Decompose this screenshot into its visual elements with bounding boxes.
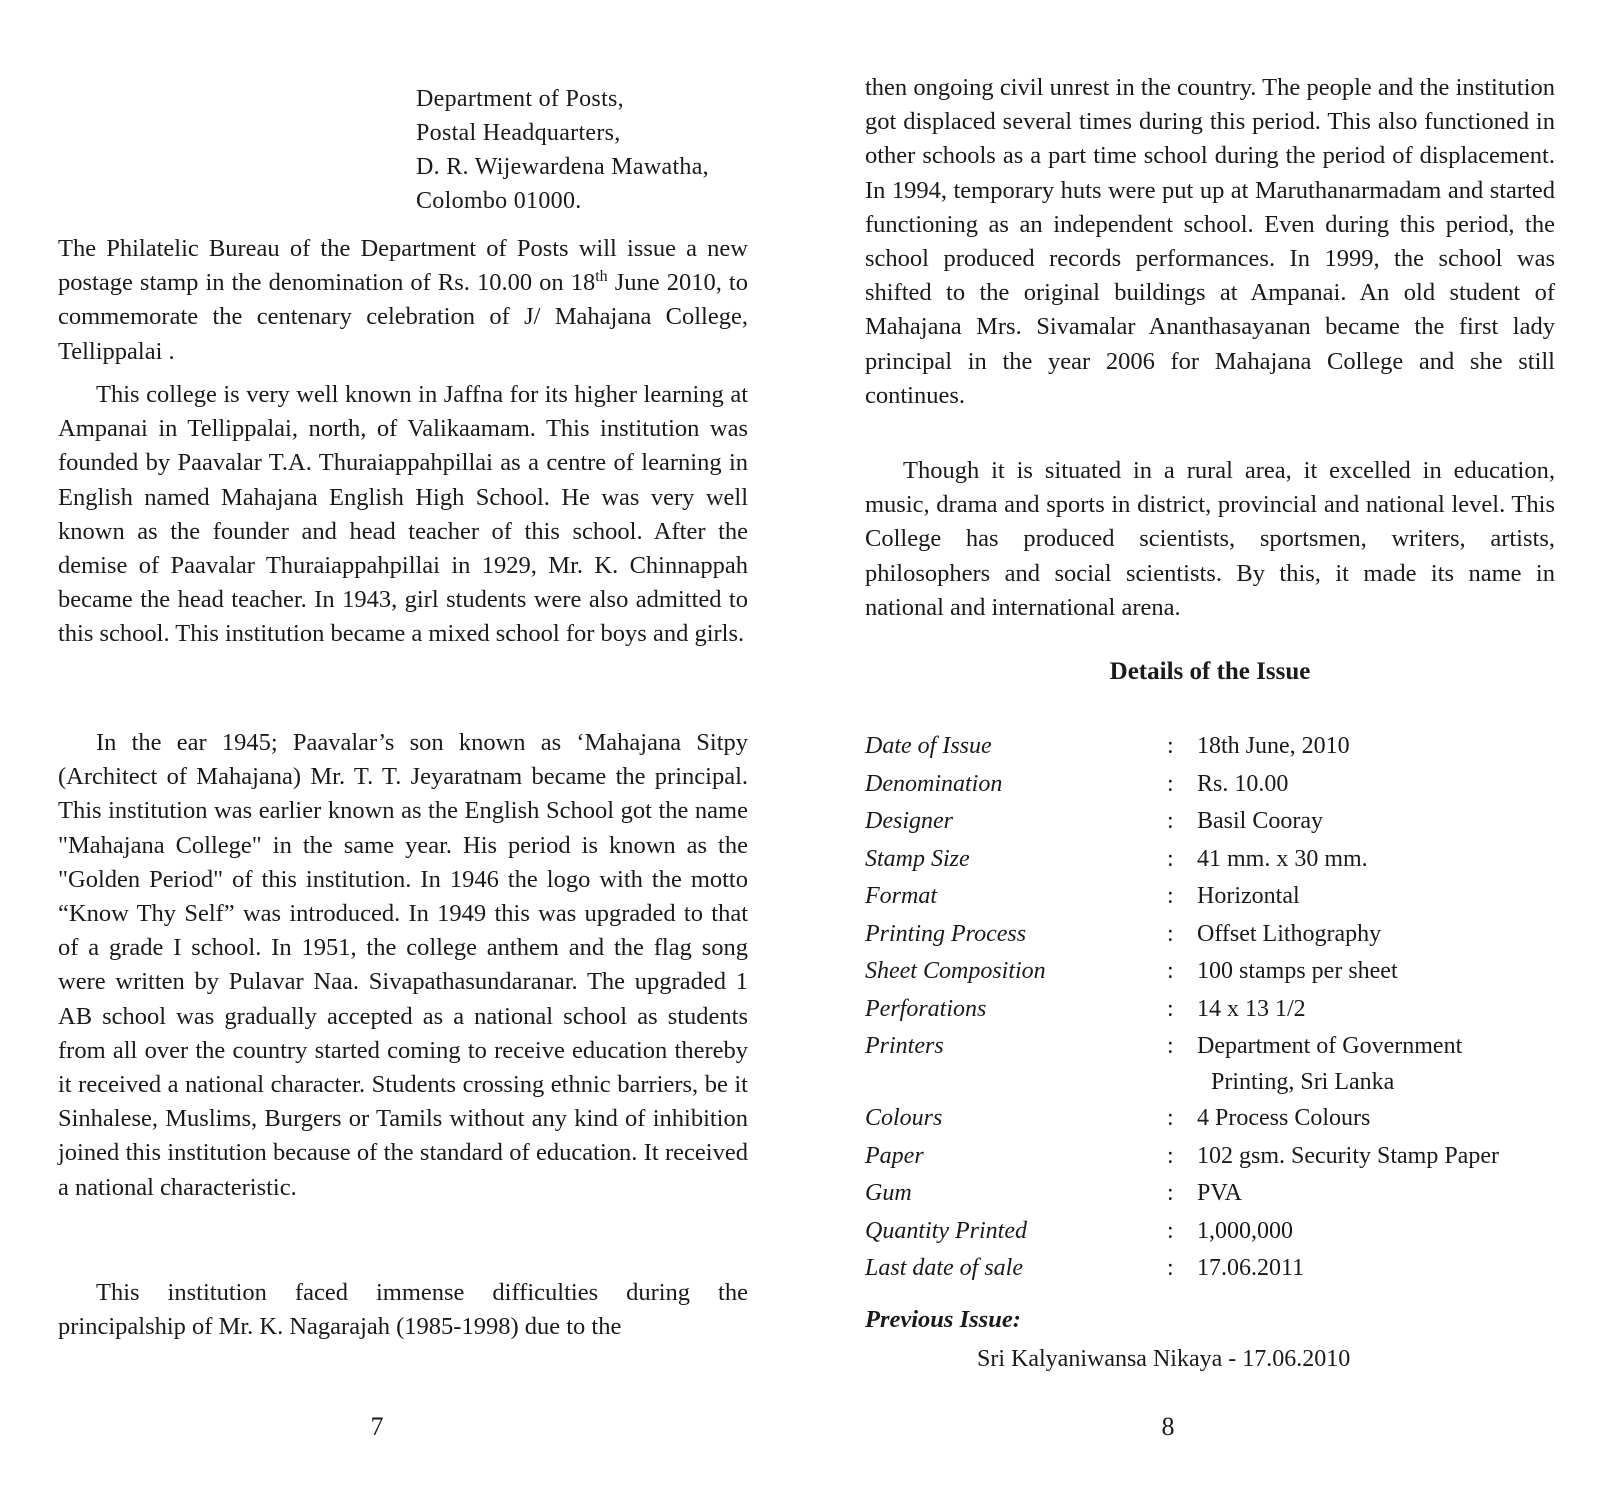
detail-row (865, 1028, 1555, 1100)
detail-value (1197, 916, 1557, 954)
address-block (416, 82, 709, 218)
detail-row (865, 766, 1555, 804)
detail-value-text: 17.06.2011 (1197, 1255, 1305, 1281)
detail-value-text: Basil Cooray (1197, 808, 1323, 834)
detail-label: Last date of sale (865, 1255, 1024, 1281)
detail-label: Quantity Printed (865, 1217, 1027, 1244)
detail-separator: : (1167, 1033, 1174, 1059)
detail-row (865, 1138, 1555, 1176)
address-line: Department of Posts, (416, 86, 624, 112)
detail-value (1197, 1175, 1557, 1213)
detail-separator: : (1167, 958, 1174, 984)
detail-row (865, 916, 1555, 954)
detail-row (865, 803, 1555, 841)
detail-label: Printers (865, 1033, 944, 1059)
detail-label: Gum (865, 1180, 912, 1206)
detail-value (1197, 1250, 1557, 1288)
detail-label: Printing Process (865, 920, 1027, 947)
page-number: 7 (370, 1412, 384, 1441)
previous-issue-value: Sri Kalyaniwansa Nikaya - 17.06.2010 (977, 1346, 1351, 1372)
details-heading: Details of the Issue (1109, 658, 1311, 685)
detail-value (1197, 803, 1557, 841)
detail-row (865, 728, 1555, 766)
page-number: 8 (1161, 1412, 1175, 1441)
detail-value (1197, 766, 1557, 804)
detail-value-text: Department of Government (1197, 1033, 1463, 1059)
detail-separator: : (1167, 883, 1174, 909)
detail-separator: : (1167, 1105, 1174, 1131)
detail-label: Denomination (865, 770, 1003, 797)
detail-label: Stamp Size (865, 845, 970, 872)
detail-row (865, 878, 1555, 916)
history-paragraph-4: then ongoing civil unrest in the country. The people and the institution got displaced several times during this period. This also functioned in other schools as a part time school during the period of displacement. In 1994, temporary huts were put up at Maruthanarmadam and started functioning as an independent school. Even during this period, the school produced records performances. In 1999, the school was shifted to the original buildings at Ampanai. An old student of Mahajana Mrs. Sivamalar Ananthasayanan became the first lady principal in the year 2006 for Mahajana College and she still continues. (865, 74, 1555, 409)
detail-value (1197, 1028, 1557, 1099)
detail-label: Colours (865, 1105, 943, 1131)
detail-label: Paper (865, 1142, 924, 1169)
detail-row (865, 1175, 1555, 1213)
detail-separator: : (1167, 920, 1174, 947)
intro-text: The Philatelic Bureau of the Department of Posts will issue a new postage stamp in the denomination of Rs. 10.00 on 18 (58, 235, 748, 297)
detail-separator: : (1167, 770, 1174, 797)
detail-row (865, 953, 1555, 991)
intro-paragraph (58, 232, 748, 369)
detail-value-text: 41 mm. x 30 mm. (1197, 845, 1368, 872)
detail-separator: : (1167, 1217, 1174, 1244)
detail-label: Perforations (865, 995, 987, 1022)
left-page (58, 0, 748, 1486)
right-page (865, 0, 1555, 1486)
detail-row (865, 1213, 1555, 1251)
detail-value-text: Rs. 10.00 (1197, 770, 1289, 797)
detail-row (865, 841, 1555, 879)
detail-row (865, 1100, 1555, 1138)
detail-value (1197, 878, 1557, 916)
detail-value-text: 18th June, 2010 (1197, 733, 1350, 759)
address-line: Colombo 01000. (416, 188, 582, 214)
detail-value-text: Offset Lithography (1197, 920, 1382, 947)
detail-label: Sheet Composition (865, 958, 1046, 984)
history-paragraph-2: In the ear 1945; Paavalar’s son known as ‘Mahajana Sitpy (Architect of Mahajana) Mr. T. T. Jeyaratnam became the principal. This institution was earlier known as the English School got the name "Mahajana College" in the same year. His period is known as the "Golden Period" of this institution. In 1946 the logo with the motto “Know Thy Self” was introduced. In 1949 this was upgraded to that of a grade I school. In 1951, the college anthem and the flag song were written by Pulavar Naa. Sivapathasundaranar. The upgraded 1 AB school was gradually accepted as a national school as students from all over the country started coming to receive education thereby it received a national character. Students crossing ethnic barriers, be it Sinhalese, Muslims, Burgers or Tamils without any kind of inhibition joined this institution because of the standard of education. It received a national characteristic. (58, 729, 748, 1201)
detail-separator: : (1167, 733, 1174, 759)
detail-separator: : (1167, 995, 1174, 1022)
detail-value (1197, 1213, 1557, 1251)
details-table (865, 728, 1555, 1288)
detail-value-text: 14 x 13 1/2 (1197, 995, 1306, 1022)
detail-value-text: Horizontal (1197, 883, 1300, 909)
detail-row (865, 991, 1555, 1029)
history-paragraph-3: This institution faced immense difficulties during the principalship of Mr. K. Nagarajah (1985-1998) due to the (58, 1279, 748, 1341)
detail-separator: : (1167, 808, 1174, 834)
detail-value (1197, 1100, 1557, 1138)
detail-separator: : (1167, 1142, 1174, 1169)
detail-label: Date of Issue (865, 733, 992, 759)
intro-superscript: th (595, 268, 608, 286)
detail-value (1197, 841, 1557, 879)
detail-value-text: 1,000,000 (1197, 1217, 1293, 1244)
detail-separator: : (1167, 1180, 1174, 1206)
detail-value-text: PVA (1197, 1180, 1242, 1206)
detail-value (1197, 953, 1557, 991)
detail-value-text: 4 Process Colours (1197, 1105, 1371, 1131)
history-paragraph-1: This college is very well known in Jaffna for its higher learning at Ampanai in Tellippalai, north, of Valikaamam. This institution was founded by Paavalar T.A. Thuraiappahpillai as a centre of learning in English named Mahajana English High School. He was very well known as the founder and head teacher of this school. After the demise of Paavalar Thuraiappahpillai in 1929, Mr. K. Chinnappah became the head teacher. In 1943, girl students were also admitted to this school. This institution became a mixed school for boys and girls. (58, 381, 748, 648)
detail-separator: : (1167, 845, 1174, 872)
history-paragraph-5: Though it is situated in a rural area, it excelled in education, music, drama and sports in district, provincial and national level. This College has produced scientists, sportsmen, writers, artists, philosophers and social scientists. By this, it made its name in national and international arena. (865, 457, 1555, 621)
intro-text-continued: June 2010, to commemorate the centenary celebration of J/ Mahajana College, Tellippalai . (58, 269, 748, 365)
address-line: D. R. Wijewardena Mawatha, (416, 154, 709, 180)
detail-row (865, 1250, 1555, 1288)
detail-value (1197, 991, 1557, 1029)
detail-value (1197, 728, 1557, 766)
previous-issue-label: Previous Issue: (865, 1306, 1021, 1333)
address-line: Postal Headquarters, (416, 120, 621, 146)
detail-label: Designer (865, 808, 953, 834)
detail-value-text: 102 gsm. Security Stamp Paper (1197, 1142, 1499, 1169)
detail-label: Format (865, 883, 937, 909)
detail-value-text: 100 stamps per sheet (1197, 958, 1398, 984)
detail-separator: : (1167, 1255, 1174, 1281)
detail-value-continuation: Printing, Sri Lanka (1211, 1068, 1395, 1095)
detail-value (1197, 1138, 1557, 1176)
